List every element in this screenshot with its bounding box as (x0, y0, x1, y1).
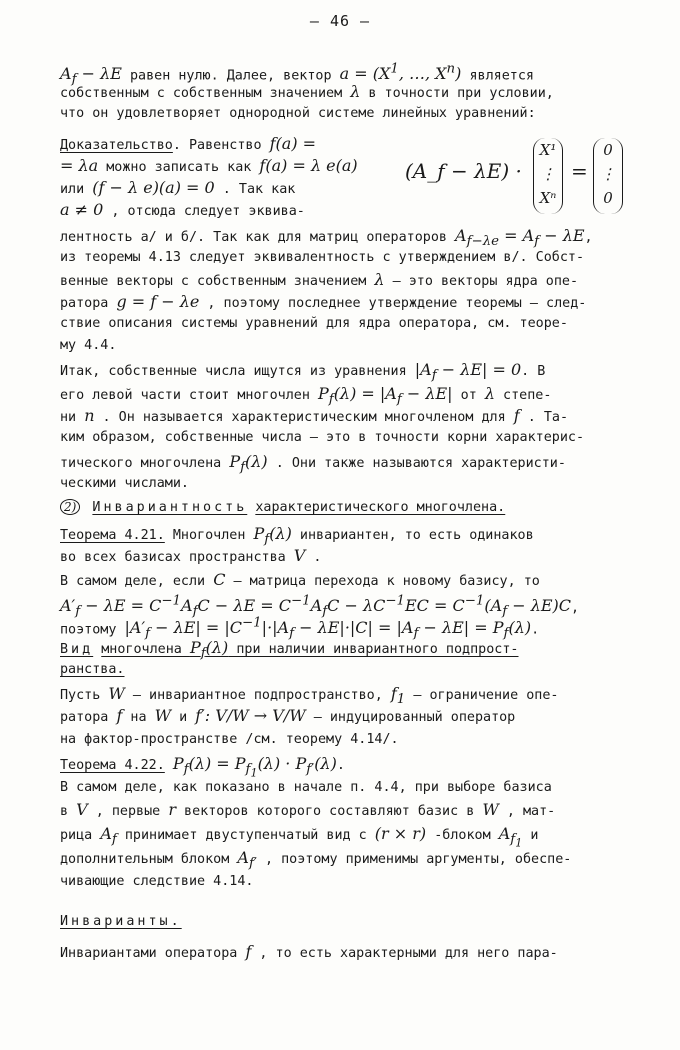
text-line: или (f − λ e)(a) = 0 . Так как (60, 178, 296, 197)
text-line: му 4.4. (60, 338, 117, 353)
text-line: Вид многочлена $P_f(\lambda)$ при наличии инвариантного подпрост- (60, 638, 519, 662)
text-line: ствие описания системы уравнений для ядра оператора, см. теоре- (60, 316, 568, 331)
text-line: что он удовлетворяет однородной системе линейных уравнений: (60, 106, 536, 121)
text-line: Теорема 4.21. Многочлен $P_f(\lambda)$ инвариантен, то есть одинаков (60, 524, 534, 548)
text-line: В самом деле, если C – матрица перехода к новому базису, то (60, 570, 540, 589)
text-line: дополнительным блоком $A_{f'}$ , поэтому применимы аргументы, обеспе- (60, 848, 572, 872)
text-line: Доказательство. Равенство f(a) = (60, 134, 317, 153)
text-line: из теоремы 4.13 следует эквивалентность с утверждением в/. Собст- (60, 250, 585, 265)
text-line: В самом деле, как показано в начале п. 4.4, при выборе базиса (60, 780, 552, 795)
text-line: тического многочлена $P_f(\lambda)$ . Они также называются характеристи- (60, 452, 566, 476)
vector-x: X¹ ⋮ Xⁿ (533, 138, 563, 214)
text-line: Итак, собственные числа ищутся из уравнения $|A_f - \lambda E| = 0$. В (60, 360, 546, 384)
text-line: ранства. (60, 662, 125, 677)
text-line: 2) Инвариантность характеристического многочлена. (60, 498, 505, 517)
text-line: Теорема 4.22. $P_f(\lambda) = P_{f_1}(\lambda) \cdot P_{f'}(\lambda)$. (60, 754, 345, 780)
matrix-equals: = (571, 159, 588, 183)
text-line: ратора g = f − λe , поэтому последнее утверждение теоремы – след- (60, 292, 587, 311)
text-line: $A_f - \lambda E$ равен нулю. Далее, вектор $a = (X^1$, …, $X^n$) является (60, 62, 534, 88)
matrix-equation (405, 138, 665, 216)
text-line: его левой части стоит многочлен $P_f(\lambda) = |A_f - \lambda E|$ от λ степе- (60, 384, 552, 408)
text-line: Инварианты. (60, 914, 182, 929)
text-line: ким образом, собственные числа – это в точности корни характерис- (60, 430, 585, 445)
matrix-lhs: (A_f − λE) · (405, 159, 522, 183)
page-number: – 46 – (309, 12, 371, 30)
text-line: Инвариантами оператора f , то есть характерными для него пара- (60, 942, 558, 961)
text-line: лентность а/ и б/. Так как для матриц операторов $A_{f-\lambda e} = A_f - \lambda E$, (60, 226, 593, 250)
text-line: чивающие следствие 4.14. (60, 874, 254, 889)
text-line: на фактор-пространстве /см. теорему 4.14/. (60, 732, 399, 747)
text-line: рица $A_f$ принимает двуступенчатый вид с (r × r) -блоком $A_{f_1}$ и (60, 824, 539, 850)
text-line: ческими числами. (60, 476, 189, 491)
text-line: во всех базисах пространства V . (60, 546, 322, 565)
text-line: Пусть W – инвариантное подпространство, $f_1$ – ограничение опе- (60, 684, 559, 708)
text-line: ни n . Он называется характеристическим многочленом для f . Та- (60, 406, 569, 425)
text-line: ратора f на W и f′: V/W → V/W – индуцированный оператор (60, 706, 516, 725)
text-line: собственным с собственным значением λ в точности при условии, (60, 82, 554, 101)
text-line: = λa можно записать как f(a) = λ e(a) (60, 156, 358, 175)
text-line: a ≠ 0 , отсюда следует эквива- (60, 200, 305, 219)
zero-vector: 0 ⋮ 0 (593, 138, 623, 214)
text-line: поэтому $|A'_f - \lambda E| = |C^{-1}|\cdot|A_f - \lambda E|\cdot|C| = |A_f - \lambda E| = P_f(\lambda)$. (60, 616, 540, 642)
text-line: венные векторы с собственным значением λ – это векторы ядра опе- (60, 270, 579, 289)
text-line: $A'_f - \lambda E = C^{-1}A_fC - \lambda E = C^{-1}A_fC - \lambda C^{-1}EC = C^{-1}(A_f - \lambda E)C$, (60, 594, 580, 620)
text-line: в V , первые r векторов которого составляют базис в W , мат- (60, 800, 556, 819)
